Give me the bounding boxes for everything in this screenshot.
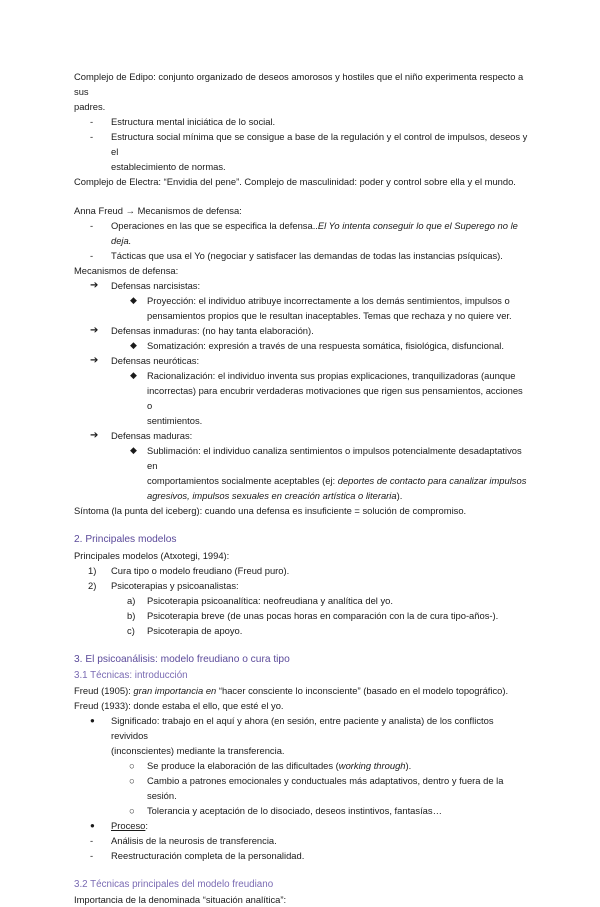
list-item-continuation: (inconscientes) mediante la transferencia. bbox=[111, 745, 285, 756]
list-letter: c) bbox=[127, 625, 135, 636]
modelos-intro: Principales modelos (Atxotegi, 1994): bbox=[74, 550, 230, 561]
list-item: ○ Se produce la elaboración de las dificultades (working through). bbox=[129, 760, 412, 771]
arrow-icon: ➔ bbox=[90, 430, 99, 441]
list-item: - Estructura social mínima que se consigue a base de la regulación y el control de impulsos, deseos y el bbox=[90, 131, 528, 157]
arrow-icon: ➔ bbox=[90, 280, 99, 291]
circle-icon: ○ bbox=[129, 775, 135, 786]
dash-marker: - bbox=[90, 220, 94, 231]
mecanismos-title: Mecanismos de defensa: bbox=[74, 265, 179, 276]
circle-icon: ○ bbox=[129, 760, 135, 771]
list-number: 2) bbox=[88, 580, 97, 591]
bullet-icon: ● bbox=[90, 716, 95, 725]
list-item: - Operaciones en las que se especifica la defensa..El Yo intenta conseguir lo que el Superego no le deja. bbox=[90, 220, 518, 246]
list-item: ➔ Defensas narcisistas: bbox=[90, 280, 201, 291]
list-item: - Tácticas que usa el Yo (negociar y satisfacer las demandas de todas las instancias psíquicas). bbox=[90, 250, 503, 261]
electra-paragraph: Complejo de Electra: “Envidia del pene”. Complejo de masculinidad: poder y control sobre ella y el mundo. bbox=[74, 176, 516, 187]
list-letter: a) bbox=[127, 595, 136, 606]
arrow-icon: ➔ bbox=[90, 325, 99, 336]
sintoma-paragraph: Síntoma (la punta del iceberg): cuando una defensa es insuficiente = solución de compromiso. bbox=[74, 505, 467, 516]
bullet-icon: ● bbox=[90, 821, 95, 830]
list-item-continuation: comportamientos socialmente aceptables (ej: deportes de contacto para canalizar impulsos bbox=[147, 475, 527, 486]
situacion-analitica-line: Importancia de la denominada “situación analítica”: bbox=[74, 894, 287, 905]
list-item: ● Significado: trabajo en el aquí y ahora (en sesión, entre paciente y analista) de los conflictos revividos bbox=[90, 715, 494, 741]
anna-freud-title: Anna Freud → Mecanismos de defensa: bbox=[74, 205, 242, 216]
circle-icon: ○ bbox=[129, 805, 135, 816]
list-item: 1) Cura tipo o modelo freudiano (Freud puro). bbox=[88, 565, 290, 576]
diamond-icon: ◆ bbox=[130, 445, 137, 455]
list-item: - Reestructuración completa de la personalidad. bbox=[90, 850, 305, 861]
list-item: b) Psicoterapia breve (de unas pocas horas en comparación con la de cura tipo-años-). bbox=[127, 610, 499, 621]
list-item-continuation: incorrectas) para encubrir verdaderas motivaciones que rigen sus pensamientos, acciones o bbox=[147, 385, 523, 411]
list-item: - Análisis de la neurosis de transferencia. bbox=[90, 835, 277, 846]
dash-marker: - bbox=[90, 250, 94, 261]
list-item-continuation: sentimientos. bbox=[147, 415, 203, 426]
list-item: ◆ Racionalización: el individuo inventa sus propias explicaciones, tranquilizadoras (aunque bbox=[130, 370, 516, 381]
arrow-icon: ➔ bbox=[90, 355, 99, 366]
list-item: ● Proceso: bbox=[90, 820, 149, 831]
diamond-icon: ◆ bbox=[130, 370, 137, 380]
list-item: ➔ Defensas neuróticas: bbox=[90, 355, 200, 366]
diamond-icon: ◆ bbox=[130, 340, 137, 350]
freud-1933-paragraph: Freud (1933): donde estaba el ello, que esté el yo. bbox=[74, 700, 284, 711]
dash-marker: - bbox=[90, 835, 94, 846]
dash-marker: - bbox=[90, 116, 94, 127]
section-heading: 3. El psicoanálisis: modelo freudiano o cura tipo bbox=[74, 654, 290, 665]
list-letter: b) bbox=[127, 610, 136, 621]
document-page bbox=[74, 69, 530, 907]
list-item: ○ Tolerancia y aceptación de lo disociado, deseos instintivos, fantasías… bbox=[129, 805, 442, 816]
list-item: a) Psicoterapia psicoanalítica: neofreudiana y analítica del yo. bbox=[127, 595, 393, 606]
edipo-paragraph-line-1: Complejo de Edipo: conjunto organizado de deseos amorosos y hostiles que el niño experimenta respecto a sus bbox=[74, 71, 524, 97]
list-item: 2) Psicoterapias y psicoanalistas: bbox=[88, 580, 239, 591]
edipo-paragraph-line-2: padres. bbox=[74, 101, 106, 112]
list-item: ➔ Defensas maduras: bbox=[90, 430, 193, 441]
list-item: ◆ Proyección: el individuo atribuye incorrectamente a los demás sentimientos, impulsos o bbox=[130, 295, 510, 306]
diamond-icon: ◆ bbox=[130, 295, 137, 305]
list-item: c) Psicoterapia de apoyo. bbox=[127, 625, 243, 636]
list-item: ➔ Defensas inmaduras: (no hay tanta elaboración). bbox=[90, 325, 314, 336]
freud-1905-paragraph: Freud (1905): gran importancia en “hacer consciente lo inconsciente” (basado en el modelo topográfico). bbox=[74, 685, 509, 696]
dash-marker: - bbox=[90, 131, 94, 142]
list-number: 1) bbox=[88, 565, 97, 576]
list-item: ◆ Somatización: expresión a través de una respuesta somática, fisiológica, disfuncional. bbox=[130, 340, 504, 351]
list-item: - Estructura mental iniciática de lo social. bbox=[90, 116, 276, 127]
dash-marker: - bbox=[90, 850, 94, 861]
list-item-continuation: pensamientos propios que le resultan inaceptables. Temas que rechaza y no quiere ver. bbox=[147, 310, 512, 321]
section-heading: 2. Principales modelos bbox=[74, 534, 177, 545]
subsection-heading: 3.2 Técnicas principales del modelo freudiano bbox=[74, 879, 274, 890]
list-item: ◆ Sublimación: el individuo canaliza sentimientos o impulsos potencialmente desadaptativos en bbox=[130, 445, 522, 471]
list-item: ○ Cambio a patrones emocionales y conductuales más adaptativos, dentro y fuera de la sesión. bbox=[129, 775, 504, 801]
list-item-continuation: establecimiento de normas. bbox=[111, 161, 226, 172]
subsection-heading: 3.1 Técnicas: introducción bbox=[74, 670, 188, 681]
list-item-continuation: agresivos, impulsos sexuales en creación artística o literaria). bbox=[147, 490, 403, 501]
